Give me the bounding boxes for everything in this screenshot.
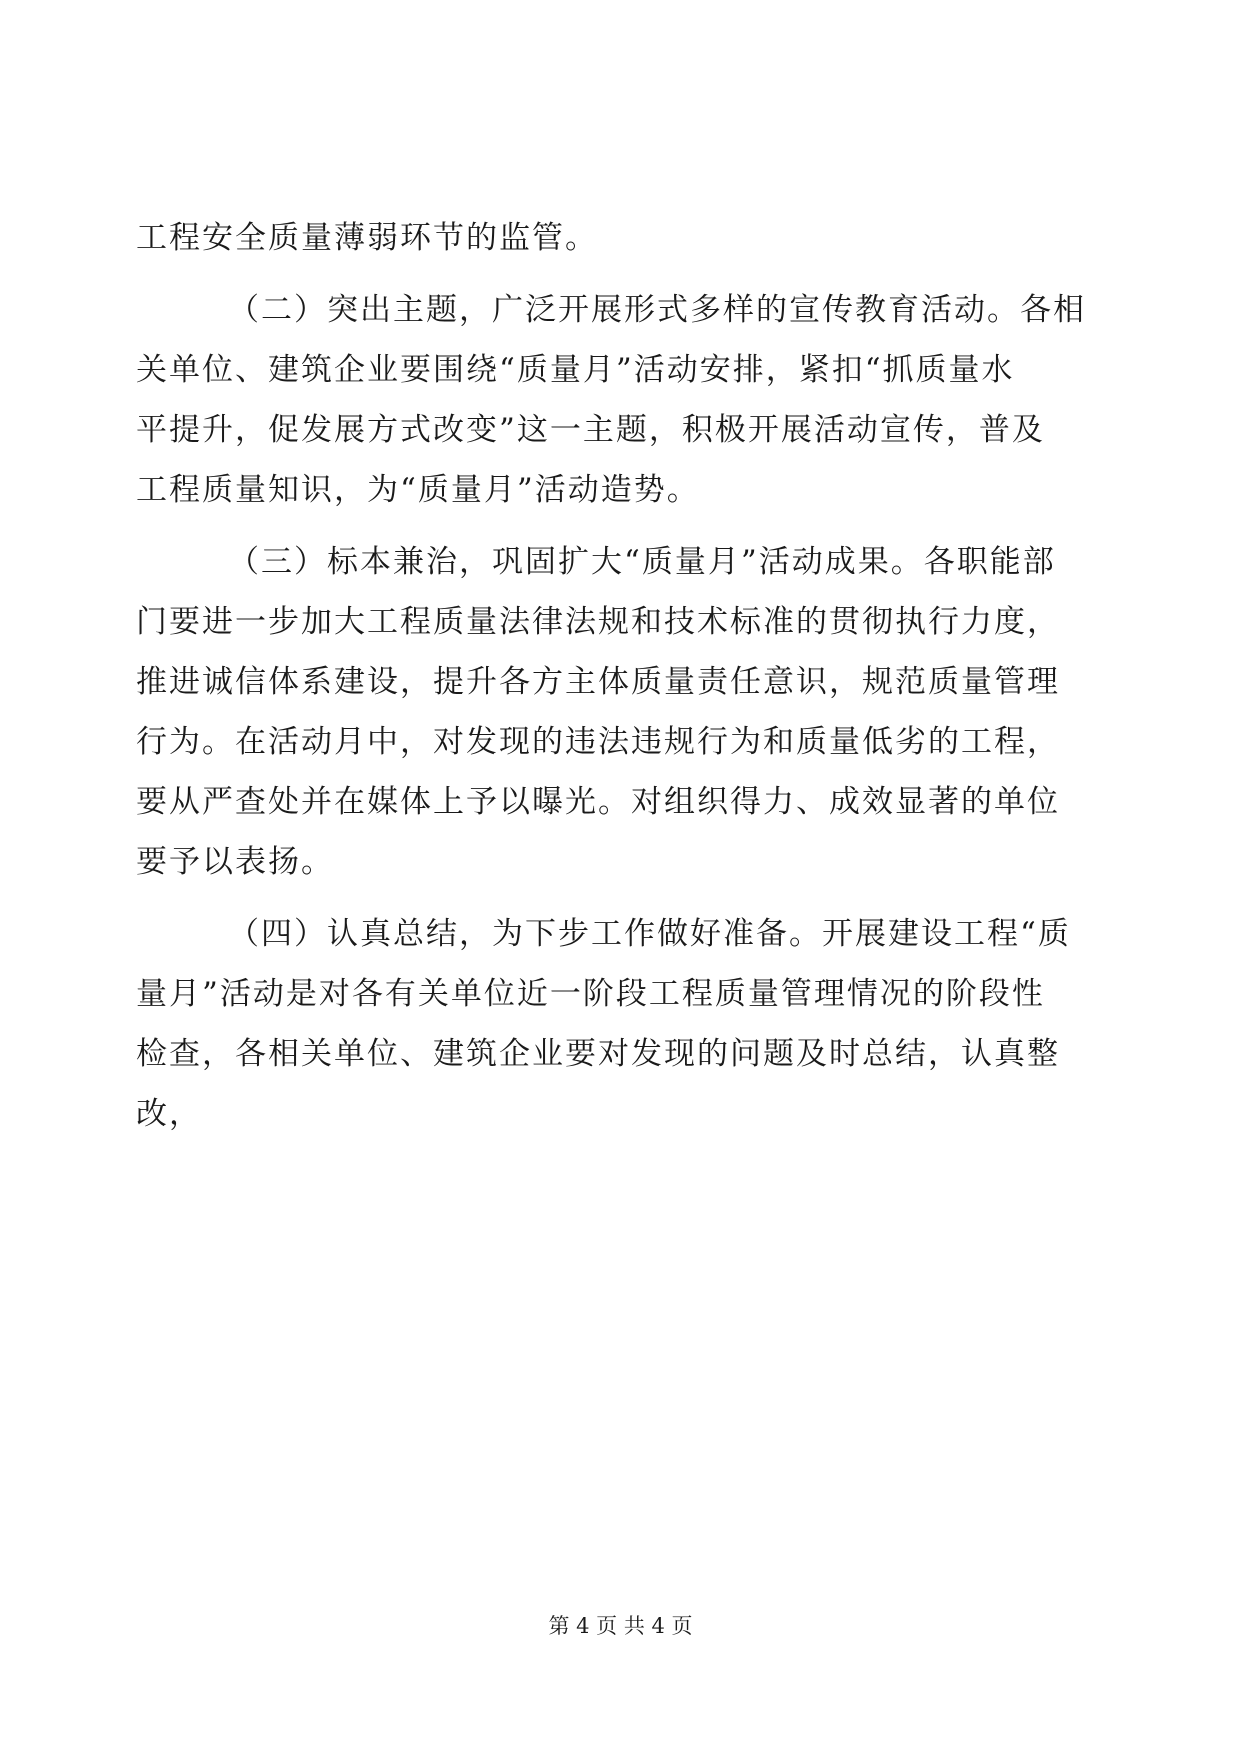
paragraph-4-line-1: （四）认真总结，为下步工作做好准备。开展建设工程“质: [228, 916, 1071, 952]
text-line: 量月”活动是对各有关单位近一阶段工程质量管理情况的阶段性: [136, 976, 1045, 1012]
text-line: 推进诚信体系建设，提升各方主体质量责任意识，规范质量管理: [136, 664, 1060, 700]
text-line: 改，: [136, 1096, 202, 1132]
text-line: 检查，各相关单位、建筑企业要对发现的问题及时总结，认真整: [136, 1036, 1060, 1072]
text-line: 要予以表扬。: [136, 844, 334, 880]
page-number-footer: 第 4 页 共 4 页: [548, 1614, 693, 1638]
text-line: 工程质量知识，为“质量月”活动造势。: [136, 472, 700, 508]
paragraph-2-line-1: （二）突出主题，广泛开展形式多样的宣传教育活动。各相: [228, 292, 1086, 328]
text-line: 行为。在活动月中，对发现的违法违规行为和质量低劣的工程，: [136, 724, 1060, 760]
paragraph-3-line-1: （三）标本兼治，巩固扩大“质量月”活动成果。各职能部: [228, 544, 1056, 580]
text-line: 门要进一步加大工程质量法律法规和技术标准的贯彻执行力度，: [136, 604, 1060, 640]
text-line: 要从严查处并在媒体上予以曝光。对组织得力、成效显著的单位: [136, 784, 1060, 820]
text-line: 工程安全质量薄弱环节的监管。: [136, 220, 598, 256]
text-line: 关单位、建筑企业要围绕“质量月”活动安排，紧扣“抓质量水: [136, 352, 1015, 388]
text-line: 平提升，促发展方式改变”这一主题，积极开展活动宣传，普及: [136, 412, 1045, 448]
